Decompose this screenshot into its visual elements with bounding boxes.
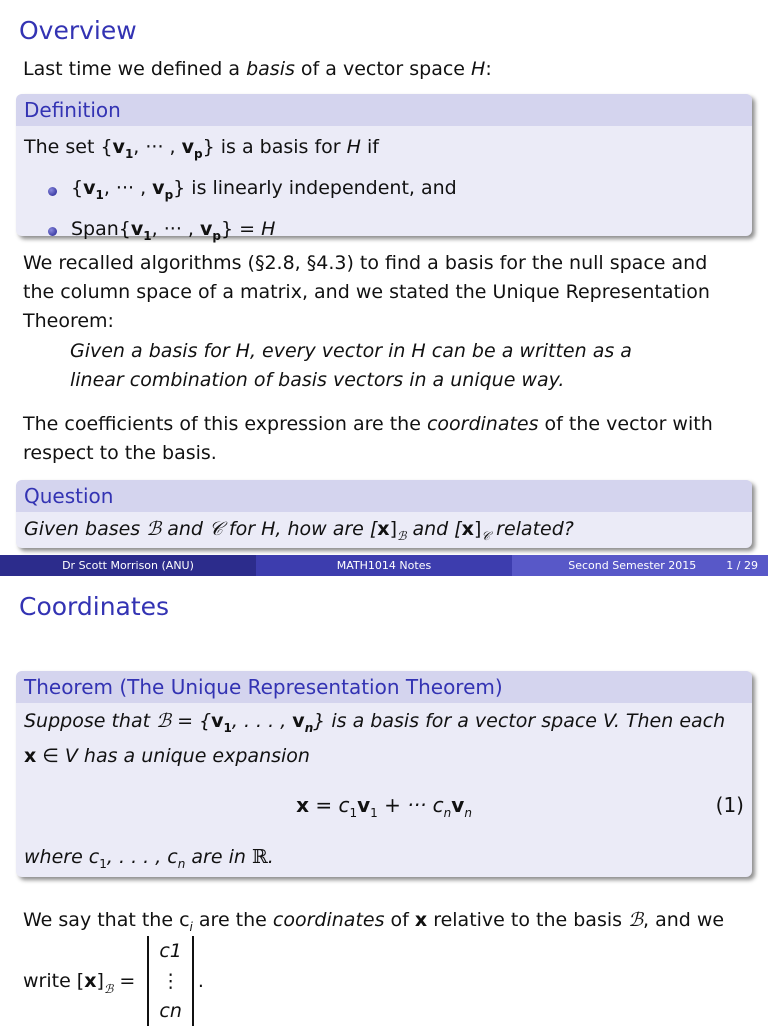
thm-text: Suppose that bbox=[24, 710, 157, 732]
say-vector: x bbox=[414, 909, 428, 931]
bullet-text: , ··· , bbox=[151, 217, 200, 240]
bullet-text: { bbox=[71, 176, 84, 199]
question-block bbox=[16, 480, 752, 548]
def-vector: v bbox=[112, 136, 125, 158]
frame-title: Overview bbox=[19, 16, 137, 45]
recall-paragraph: We recalled algorithms (§2.8, §4.3) to find a basis for the null space and the column space of a matrix, and we stated the Unique Representation Theorem: bbox=[23, 252, 710, 332]
footer-semester: Second Semester 2015 bbox=[568, 559, 697, 572]
coordinate-matrix bbox=[147, 936, 194, 1026]
say-text: We say that the c bbox=[23, 909, 190, 931]
thm-sub: n bbox=[177, 856, 186, 871]
bullet-var: H bbox=[261, 217, 276, 240]
thm-text: where c bbox=[24, 846, 100, 868]
slide-coordinates bbox=[0, 576, 768, 1024]
theorem-title: Theorem (The Unique Representation Theorem) bbox=[16, 671, 752, 703]
theorem-quote-line2: linear combination of basis vectors in a unique way. bbox=[70, 369, 565, 391]
bullet-text: } = bbox=[220, 217, 262, 240]
thm-text: = { bbox=[171, 710, 212, 732]
q-text: ] bbox=[473, 518, 482, 540]
say-sub: i bbox=[189, 919, 193, 934]
q-text: for H, how are [ bbox=[222, 518, 378, 540]
bullet-icon bbox=[48, 187, 57, 196]
definition-title: Definition bbox=[16, 94, 752, 126]
thm-sub: n bbox=[304, 720, 314, 735]
say-text: are the bbox=[192, 909, 273, 931]
intro-suffix: of a vector space bbox=[294, 58, 472, 80]
say-text: , and we bbox=[643, 909, 725, 931]
q-sub: ℬ bbox=[396, 528, 407, 543]
matrix-entry-bottom: cn bbox=[159, 1000, 182, 1022]
thm-sub: 1 bbox=[223, 720, 232, 735]
eq-text: = c bbox=[308, 793, 350, 817]
theorem-block bbox=[16, 671, 752, 877]
footer-author: Dr Scott Morrison (ANU) bbox=[0, 555, 256, 576]
q-text: ] bbox=[389, 518, 397, 540]
def-sub: p bbox=[194, 146, 203, 161]
intro-end: : bbox=[485, 58, 492, 80]
q-text: Given bases bbox=[24, 518, 147, 540]
def-var: H bbox=[346, 136, 361, 158]
write-vector: x bbox=[84, 970, 97, 992]
coefficients-paragraph bbox=[23, 410, 743, 468]
def-text: } is a basis for bbox=[202, 136, 347, 158]
definition-line bbox=[24, 130, 744, 171]
thm-sub: 1 bbox=[99, 856, 107, 871]
footer-right bbox=[512, 555, 768, 576]
coeff-text: of the vector with respect to the basis. bbox=[23, 413, 713, 464]
def-text: The set { bbox=[24, 136, 113, 158]
equation bbox=[24, 791, 744, 827]
q-text: and bbox=[161, 518, 210, 540]
bullet-vector: v bbox=[130, 217, 144, 240]
matrix-entry-dots: ⋮ bbox=[161, 970, 181, 992]
intro-emph: basis bbox=[246, 58, 295, 80]
footer-course: MATH1014 Notes bbox=[256, 555, 512, 576]
def-vector: v bbox=[181, 136, 195, 158]
bullet-icon bbox=[48, 227, 57, 236]
slide-footer bbox=[0, 555, 768, 576]
eq-vector: v bbox=[357, 793, 371, 817]
bullet-sub: 1 bbox=[143, 228, 152, 243]
thm-text: , . . . , bbox=[231, 710, 293, 732]
bullet-item-span bbox=[24, 212, 744, 253]
bullet-vector: v bbox=[152, 176, 165, 199]
q-basis-b: ℬ bbox=[146, 518, 162, 540]
theorem-line2 bbox=[24, 742, 744, 770]
bullet-item-independent bbox=[24, 171, 744, 212]
q-sub: 𝒞 bbox=[481, 528, 491, 543]
definition-block bbox=[16, 94, 752, 243]
eq-sub: 1 bbox=[349, 806, 358, 820]
equation-row bbox=[24, 791, 744, 827]
coeff-emph: coordinates bbox=[426, 413, 539, 435]
say-emph: coordinates bbox=[272, 909, 385, 931]
thm-vector: x bbox=[24, 744, 37, 767]
say-basis: ℬ bbox=[628, 909, 643, 931]
write-text: write [ bbox=[23, 970, 85, 992]
thm-text: are in bbox=[185, 846, 252, 868]
eq-vector: v bbox=[451, 793, 465, 817]
theorem-line3 bbox=[24, 843, 274, 878]
write-text: . bbox=[197, 970, 204, 992]
bullet-text: Span{ bbox=[71, 217, 131, 240]
bullet-vector: v bbox=[199, 217, 213, 240]
bullet-text: } is linearly independent, and bbox=[173, 176, 457, 199]
def-text: if bbox=[360, 136, 379, 158]
definition-body bbox=[16, 126, 752, 258]
eq-sub: n bbox=[443, 806, 452, 820]
theorem-body bbox=[16, 703, 752, 883]
q-text: and [ bbox=[406, 518, 462, 540]
intro-var: H bbox=[471, 58, 486, 80]
q-vector: x bbox=[377, 518, 390, 540]
thm-basis: ℬ bbox=[156, 710, 172, 732]
thm-reals: ℝ bbox=[251, 846, 268, 868]
thm-vector: v bbox=[211, 710, 224, 732]
write-text: ] bbox=[96, 970, 104, 992]
theorem-quote-line1: Given a basis for H, every vector in H can be a written as a bbox=[70, 340, 632, 362]
def-sub: 1 bbox=[124, 146, 134, 161]
matrix-entry-top: c1 bbox=[159, 940, 182, 962]
thm-text: ∈ V has a unique expansion bbox=[36, 744, 310, 767]
say-text: of bbox=[384, 909, 415, 931]
question-body bbox=[16, 512, 752, 559]
footer-page: 1 / 29 bbox=[726, 559, 758, 572]
frame-title: Coordinates bbox=[19, 592, 170, 621]
eq-vector: x bbox=[296, 793, 309, 817]
write-text: = bbox=[113, 970, 142, 992]
q-vector: x bbox=[461, 518, 474, 540]
intro-prefix: Last time we defined a bbox=[23, 58, 247, 80]
bullet-text: , ··· , bbox=[103, 176, 153, 199]
bullet-sub: p bbox=[212, 228, 221, 243]
q-text: related? bbox=[490, 518, 574, 540]
thm-text: , . . . , c bbox=[106, 846, 178, 868]
bullet-sub: p bbox=[164, 187, 174, 202]
eq-sub: 1 bbox=[370, 806, 378, 820]
bullet-sub: 1 bbox=[95, 187, 104, 202]
equation-number: (1) bbox=[715, 793, 744, 817]
question-title: Question bbox=[16, 480, 752, 512]
thm-text: . bbox=[267, 846, 274, 868]
coeff-text: The coefficients of this expression are the bbox=[23, 413, 427, 435]
def-text: , ··· , bbox=[133, 136, 182, 158]
write-sub: ℬ bbox=[103, 982, 114, 996]
coordinate-vector-notation bbox=[23, 936, 204, 1026]
say-text: relative to the basis bbox=[427, 909, 629, 931]
eq-sub: n bbox=[464, 806, 472, 820]
theorem-line1 bbox=[24, 707, 744, 742]
thm-text: } is a basis for a vector space V. Then each bbox=[313, 710, 726, 732]
intro-text bbox=[23, 55, 492, 84]
thm-vector: v bbox=[292, 710, 305, 732]
q-basis-c: 𝒞 bbox=[209, 518, 223, 540]
eq-text: + ··· c bbox=[377, 793, 444, 817]
bullet-vector: v bbox=[83, 176, 96, 199]
